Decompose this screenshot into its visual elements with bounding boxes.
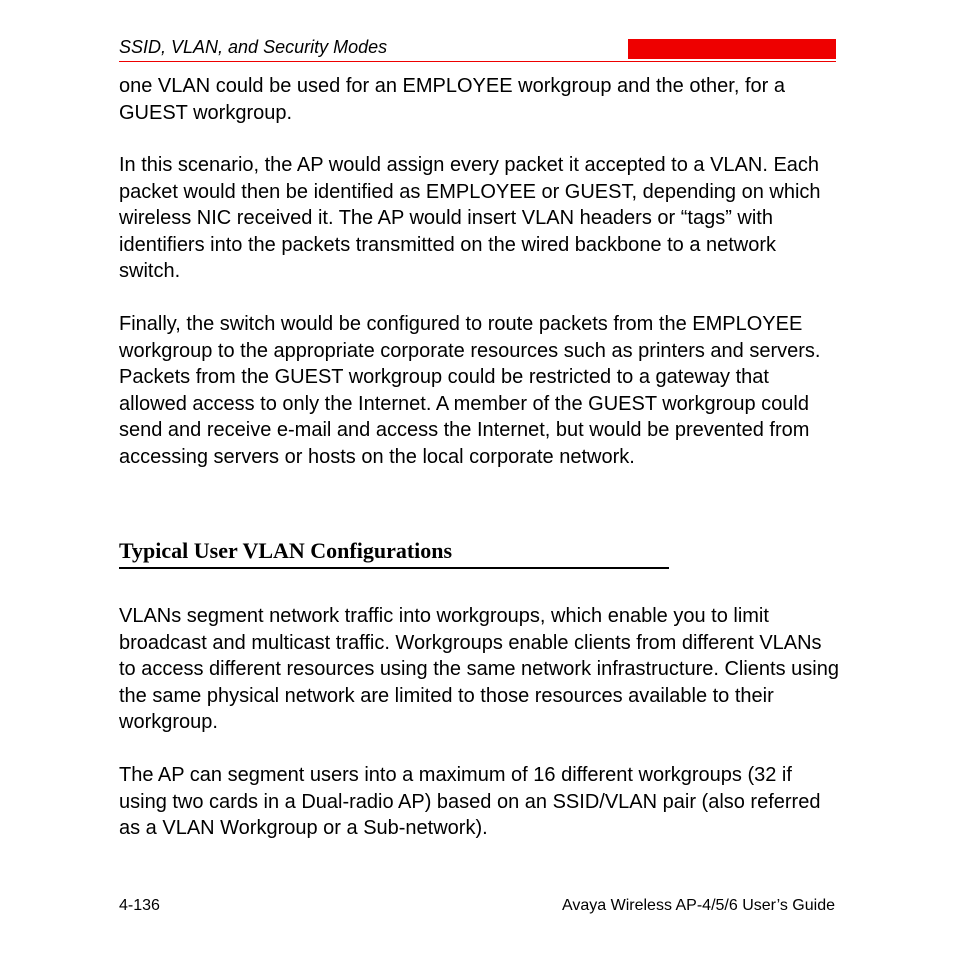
body-paragraph-3: Finally, the switch would be configured to route packets from the EMPLOYEE workgroup to the appropriate corporate resources such as printers and servers. Packets from the GUEST workgroup could be restricted to a gateway that allowed access to only the Internet. A member of the GUEST workgroup could send and receive e-mail and access the Internet, but would be prevented from accessing servers or hosts on the local corporate network. — [119, 313, 821, 468]
section-paragraph-2: The AP can segment users into a maximum of 16 different workgroups (32 if using two cards in a Dual-radio AP) based on an SSID/VLAN pair (also referred as a VLAN Workgroup or a Sub-network). — [119, 764, 821, 839]
page-number: 4-136 — [119, 897, 160, 914]
section-paragraph-1: VLANs segment network traffic into workgroups, which enable you to limit broadcast and multicast traffic. Workgroups enable clients from different VLANs to access different resources using the same network infrastructure. Clients using the same physical network are limited to those resources available to their workgroup. — [119, 605, 839, 733]
body-paragraph-1: one VLAN could be used for an EMPLOYEE workgroup and the other, for a GUEST workgroup. — [119, 75, 785, 124]
running-header-title: SSID, VLAN, and Security Modes — [119, 37, 388, 57]
section-heading: Typical User VLAN Configurations — [119, 536, 669, 569]
header-accent-bar — [628, 39, 836, 59]
footer-guide-title: Avaya Wireless AP-4/5/6 User’s Guide — [561, 897, 835, 914]
body-paragraph-2: In this scenario, the AP would assign every packet it accepted to a VLAN. Each packet would then be identified as EMPLOYEE or GUEST, depending on which wireless NIC received it. The AP would insert VLAN headers or “tags” with identifiers into the packets transmitted on the wired backbone to a network switch. — [119, 154, 821, 282]
header-rule — [119, 61, 836, 62]
